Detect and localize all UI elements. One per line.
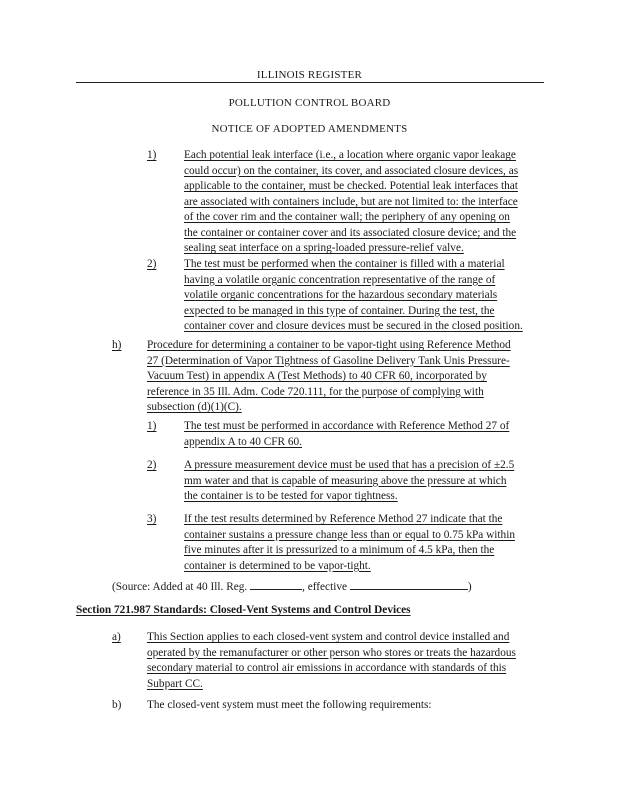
- text-line: If the test results determined by Reference Method 27 indicate that the: [184, 513, 503, 525]
- source-prefix: (Source: Added at 40 Ill. Reg.: [112, 581, 248, 593]
- text-line: operated by the remanufacturer or other person who stores or treats the hazardous: [147, 646, 516, 659]
- text-line: could occur) on the container, its cover, and associated closure devices, as: [184, 164, 519, 177]
- section-b-number: b): [112, 699, 122, 711]
- h-item-2-text: [184, 458, 514, 505]
- text-line: having a volatile organic concentration representative of the range of: [184, 273, 496, 286]
- register-title: ILLINOIS REGISTER: [256, 69, 363, 81]
- source-note: [112, 578, 472, 594]
- section-heading: Section 721.987 Standards: Closed-Vent Systems and Control Devices: [76, 604, 411, 616]
- text-line: are associated with containers include, but are not limited to: the interface: [184, 195, 518, 208]
- item-2-text: [184, 257, 523, 335]
- h-item-1-number: 1): [147, 420, 157, 432]
- text-line: sealing seat interface on a spring-loaded pressure-relief valve.: [184, 242, 464, 254]
- h-item-1-text: [184, 419, 509, 450]
- text-line: container cover and closure devices must be secured in the closed position.: [184, 320, 523, 332]
- effective-date-blank: [350, 578, 468, 590]
- text-line: mm water and that is capable of measuring above the pressure at which: [184, 474, 507, 487]
- h-item-3-number: 3): [147, 513, 157, 525]
- text-line: The test must be performed when the container is filled with a material: [184, 258, 505, 270]
- text-line: The test must be performed in accordance with Reference Method 27 of: [184, 420, 510, 432]
- text-line: expected to be managed in this type of container. During the test, the: [184, 304, 495, 317]
- text-line: appendix A to 40 CFR 60.: [184, 435, 302, 448]
- notice-title: NOTICE OF ADOPTED AMENDMENTS: [211, 123, 408, 135]
- text-line: This Section applies to each closed-vent system and control device installed and: [147, 631, 510, 643]
- text-line: 27 (Determination of Vapor Tightness of Gasoline Delivery Tank Unis Pressure-: [147, 354, 510, 367]
- source-middle: , effective: [302, 581, 348, 593]
- text-line: container is determined to be vapor-tight.: [184, 559, 371, 572]
- board-title: POLLUTION CONTROL BOARD: [228, 97, 391, 109]
- section-a-text: [147, 630, 516, 692]
- text-line: reference in 35 Ill. Adm. Code 720.111, for the purpose of complying with: [147, 385, 484, 398]
- text-line: Vacuum Test) in appendix A (Test Methods) to 40 CFR 60, incorporated by: [147, 370, 487, 382]
- text-line: A pressure measurement device must be used that has a precision of ±2.5: [184, 459, 515, 471]
- text-line: Each potential leak interface (i.e., a location where organic vapor leakage: [184, 149, 516, 161]
- item-1-text: [184, 148, 518, 257]
- subsection-h-text: [147, 338, 511, 416]
- h-item-3-text: [184, 512, 515, 574]
- register-blank: [250, 578, 302, 590]
- text-line: the container is to be tested for vapor tightness.: [184, 490, 398, 502]
- source-suffix: ): [467, 581, 472, 593]
- text-line: five minutes after it is pressurized to a minimum of 4.5 kPa, then the: [184, 544, 495, 556]
- text-line: Subpart CC.: [147, 677, 203, 690]
- section-b-text: The closed-vent system must meet the following requirements:: [147, 699, 432, 711]
- text-line: Procedure for determining a container to be vapor-tight using Reference Method: [147, 339, 511, 351]
- h-item-2-number: 2): [147, 459, 157, 471]
- section-a-number: a): [112, 631, 121, 643]
- item-1-number: 1): [147, 149, 157, 161]
- text-line: of the cover rim and the container wall; the periphery of any opening on: [184, 211, 510, 223]
- item-2-number: 2): [147, 258, 157, 270]
- text-line: volatile organic concentrations for the hazardous secondary materials: [184, 289, 498, 301]
- subsection-h-number: h): [112, 339, 122, 351]
- text-line: secondary material to control air emissions in accordance with standards of this: [147, 662, 507, 674]
- text-line: applicable to the container, must be checked. Potential leak interfaces that: [184, 180, 518, 192]
- text-line: subsection (d)(1)(C).: [147, 401, 242, 413]
- text-line: the container or container cover and its associated closure device; and the: [184, 226, 517, 239]
- header-rule: [76, 82, 544, 83]
- text-line: container sustains a pressure change less than or equal to 0.75 kPa within: [184, 528, 515, 541]
